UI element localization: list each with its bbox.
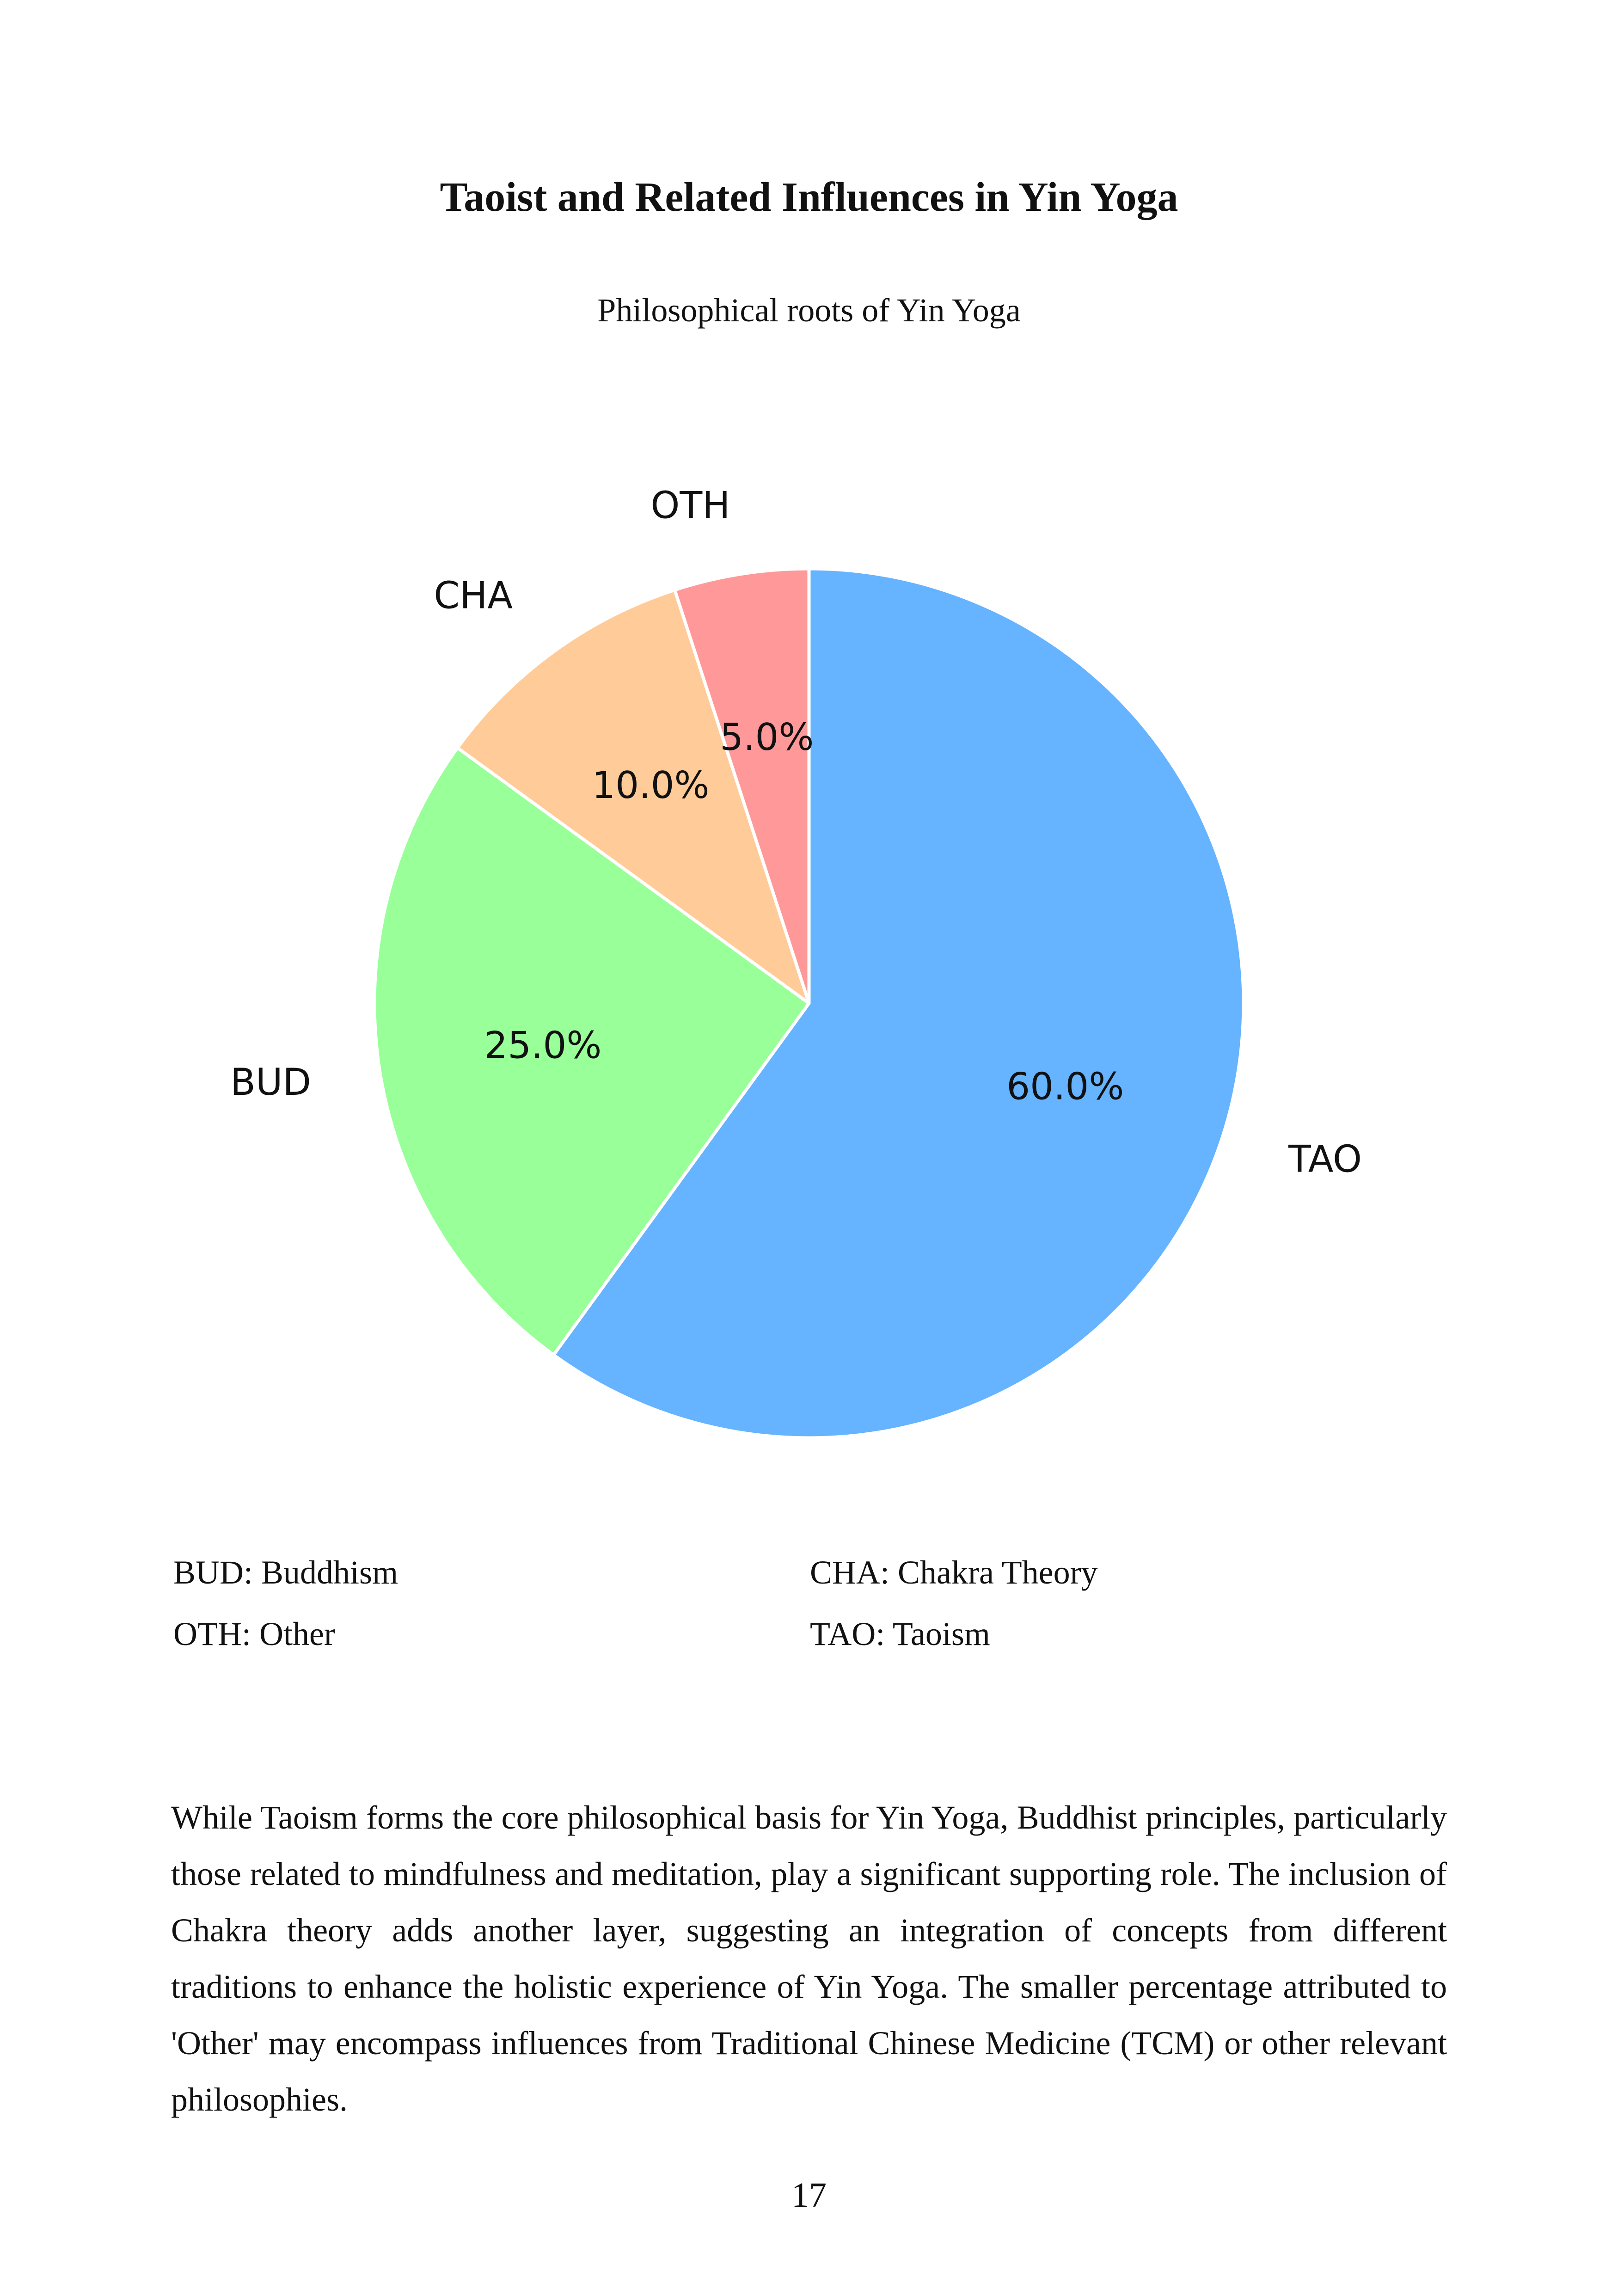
- legend-entry-oth: OTH: Other: [173, 1615, 335, 1652]
- page-number: 17: [791, 2176, 827, 2215]
- pie-slices: [374, 569, 1244, 1438]
- slice-percent-bud: 25.0%: [484, 1024, 602, 1067]
- slice-label-tao: TAO: [1288, 1137, 1362, 1181]
- legend-entry-bud: BUD: Buddhism: [173, 1554, 398, 1591]
- slice-percent-oth: 5.0%: [720, 715, 814, 759]
- legend-entry-tao: TAO: Taoism: [810, 1615, 990, 1652]
- pie-chart: [0, 462, 1618, 1526]
- slice-label-bud: BUD: [230, 1061, 312, 1104]
- page-subtitle: Philosophical roots of Yin Yoga: [597, 292, 1021, 329]
- slice-percent-cha: 10.0%: [592, 764, 710, 807]
- slice-label-cha: CHA: [434, 574, 513, 617]
- slice-percent-tao: 60.0%: [1006, 1065, 1124, 1108]
- page-title: Taoist and Related Influences in Yin Yoga: [440, 174, 1178, 220]
- slice-label-oth: OTH: [650, 484, 730, 527]
- legend-entry-cha: CHA: Chakra Theory: [810, 1554, 1098, 1591]
- description-paragraph: While Taoism forms the core philosophical basis for Yin Yoga, Buddhist principles, particularly those related to mindfulness and meditation, play a significant supporting role. The inclusion of Chakra theory adds another layer, suggesting an integration of concepts from different traditions to enhance the holistic experience of Yin Yoga. The smaller percentage attributed to 'Other' may encompass influences from Traditional Chinese Medicine (TCM) or other relevant philosophies.: [171, 1799, 1447, 2118]
